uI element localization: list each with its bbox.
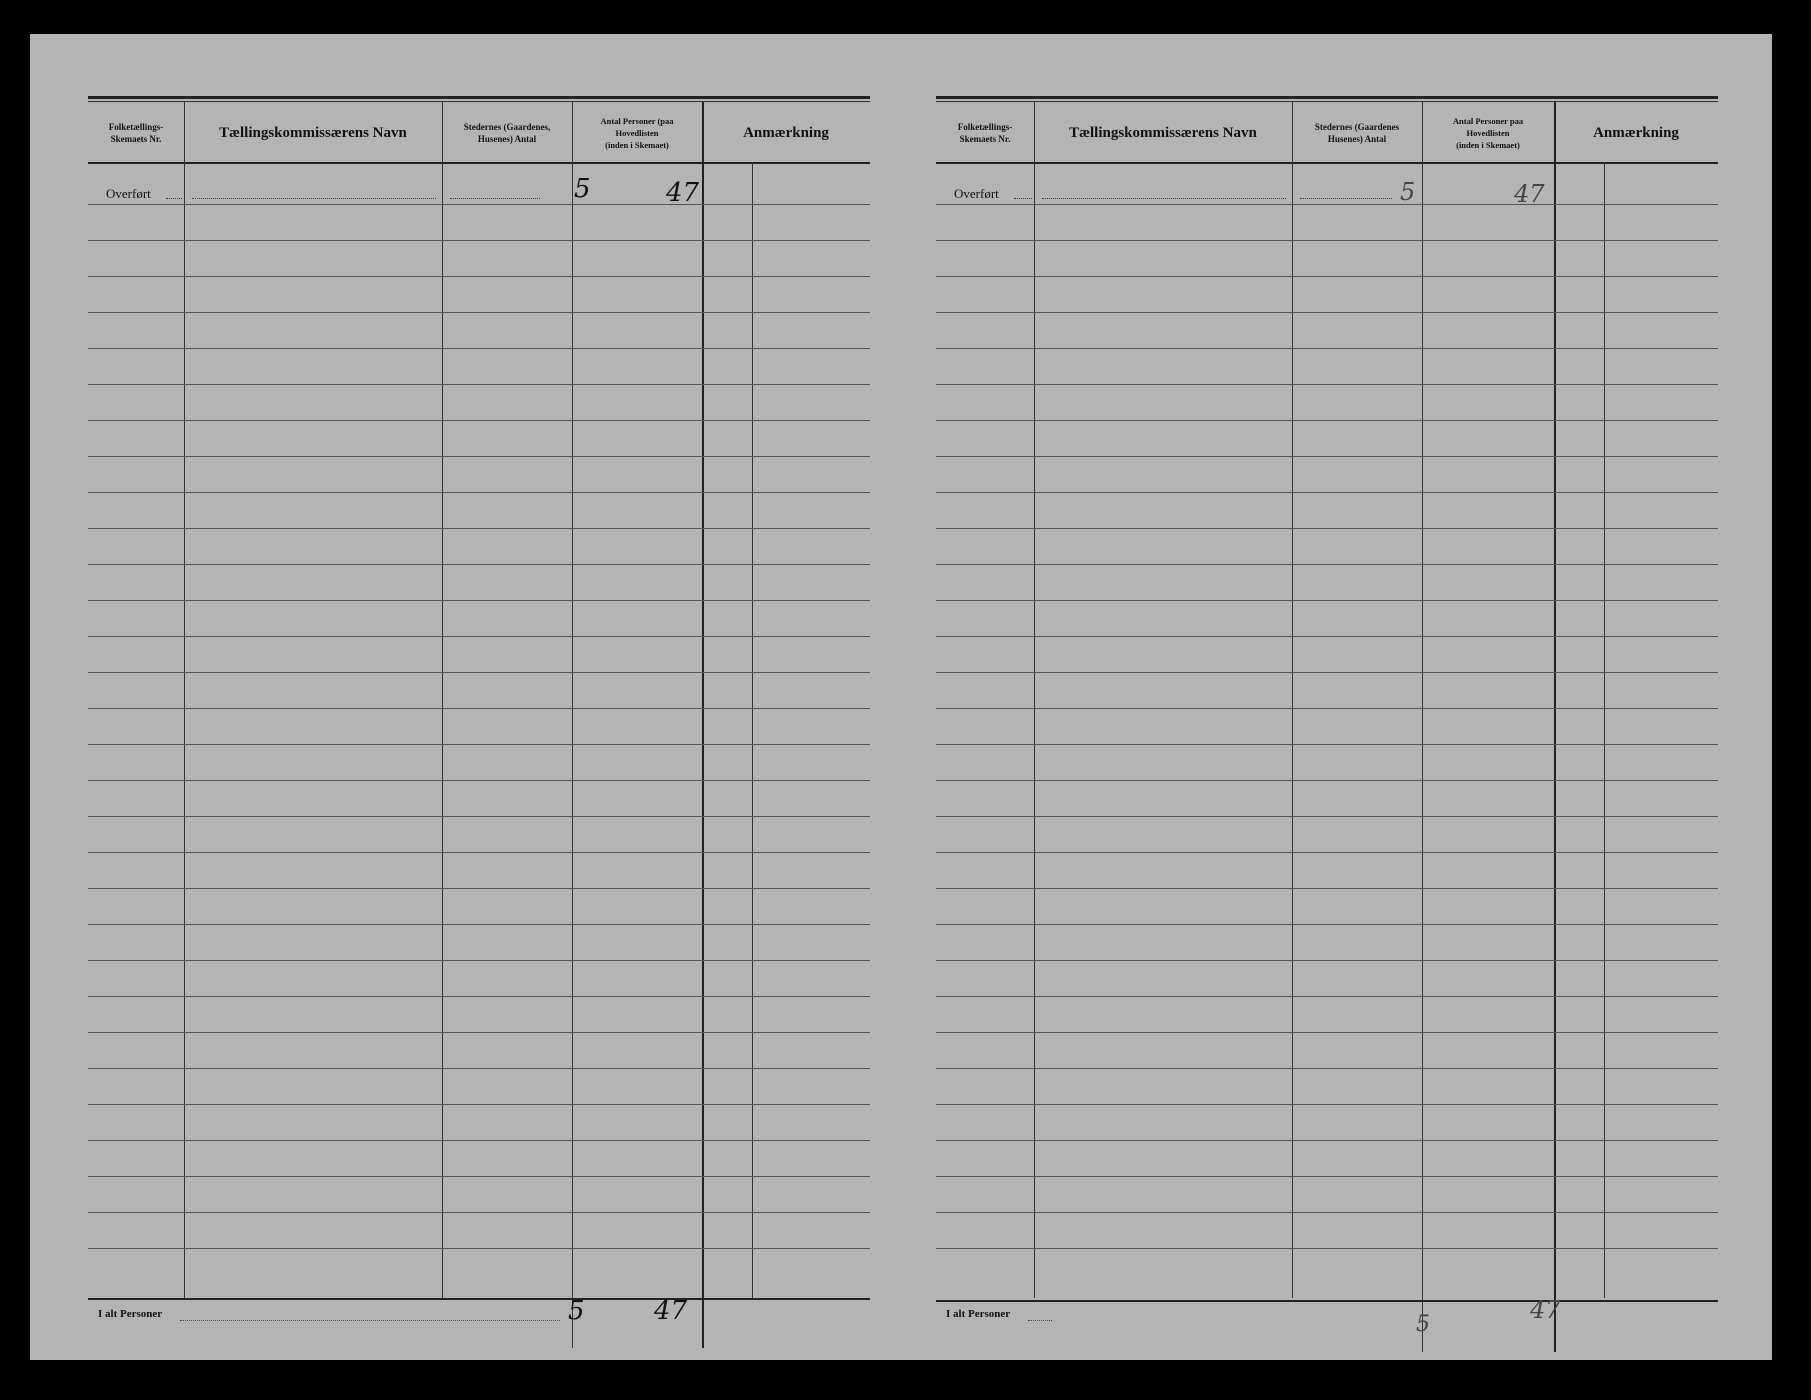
left-page (88, 96, 870, 1326)
header-persons-count: Antal Personer paa Hovedlisten (inden i Skemaet) (1452, 116, 1524, 150)
col-divider-2 (442, 102, 443, 1298)
total-places-value: 5 (568, 1296, 585, 1326)
col-divider-2 (1292, 102, 1293, 1298)
header-remarks: Anmærkning (743, 124, 829, 141)
right-page (936, 96, 1718, 1337)
total-rule (936, 1300, 1718, 1302)
header-form-number: Folketællings- Skemaets Nr. (108, 122, 164, 144)
overfort-dots-3 (1300, 198, 1392, 199)
header-commissioner-name: Tællingskommissærens Navn (1069, 124, 1257, 141)
col-divider-4 (702, 102, 704, 1348)
total-rule (88, 1298, 870, 1300)
overfort-dots-2 (192, 198, 436, 199)
census-sheet (30, 34, 1772, 1360)
overfort-persons-value: 47 (666, 178, 700, 208)
overfort-places-value: 5 (1400, 178, 1416, 206)
top-rule (936, 96, 1718, 99)
col-divider-5 (1604, 162, 1605, 1298)
header-commissioner-name: Tællingskommissærens Navn (219, 124, 407, 141)
overfort-dots-1 (166, 198, 182, 199)
header-places-count: Stedernes (Gaardenes, Husenes) Antal (463, 122, 551, 144)
total-places-value: 5 (1416, 1312, 1430, 1337)
col-divider-1 (184, 102, 185, 1298)
col-divider-5 (752, 162, 753, 1298)
col-divider-3 (572, 102, 573, 1348)
overfort-label: Overført (954, 186, 999, 201)
total-persons-value: 47 (654, 1296, 688, 1326)
overfort-dots-3 (450, 198, 540, 199)
col-divider-4 (1554, 102, 1556, 1352)
total-label: I alt Personer (98, 1308, 163, 1320)
total-persons-value: 47 (1530, 1296, 1561, 1324)
header-form-number: Folketællings- Skemaets Nr. (957, 122, 1013, 144)
total-dots (1028, 1320, 1052, 1321)
top-rule (88, 96, 870, 99)
header-places-count: Stedernes (Gaardenes Husenes) Antal (1314, 122, 1400, 144)
total-dots (180, 1320, 560, 1321)
top-rule-thin (936, 101, 1718, 102)
header-persons-count: Antal Personer (paa Hovedlisten (inden i Skemaet) (600, 116, 674, 150)
header-rule (936, 162, 1718, 164)
overfort-places-value: 5 (574, 174, 591, 204)
col-divider-1 (1034, 102, 1035, 1298)
overfort-dots-2 (1042, 198, 1286, 199)
overfort-persons-value: 47 (1514, 180, 1545, 208)
total-label: I alt Personer (946, 1308, 1011, 1320)
overfort-label: Overført (106, 186, 151, 201)
header-remarks: Anmærkning (1593, 124, 1679, 141)
overfort-dots-1 (1014, 198, 1032, 199)
col-divider-3 (1422, 102, 1423, 1352)
top-rule-thin (88, 101, 870, 102)
